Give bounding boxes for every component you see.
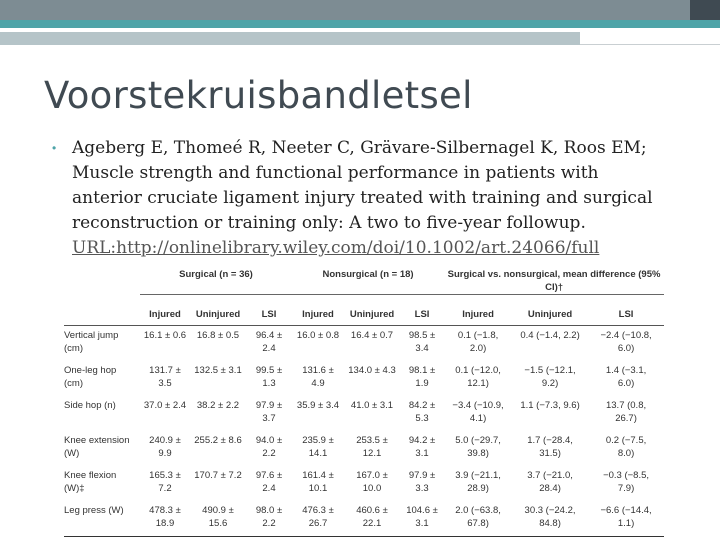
table-cell: 16.0 ± 0.8	[296, 330, 340, 341]
table-cell: 94.2 ± 3.1	[408, 435, 436, 459]
table-cell: 235.9 ± 14.1	[302, 435, 334, 459]
table-cell: 38.2 ± 2.2	[196, 400, 240, 411]
table-cell: 0.2 (−7.5, 8.0)	[605, 435, 647, 459]
table-cell: 3.9 (−21.1, 28.9)	[455, 470, 501, 494]
table-cell: 131.7 ± 3.5	[149, 365, 181, 389]
column-header: LSI	[414, 309, 430, 320]
row-label: Knee extension (W)	[64, 435, 130, 459]
table-body	[64, 326, 664, 537]
table-cell: 16.4 ± 0.7	[350, 330, 394, 341]
top-bar-dark-block	[690, 0, 720, 20]
table-cell: 460.6 ± 22.1	[356, 505, 388, 529]
table-cell: 240.9 ± 9.9	[149, 435, 181, 459]
table-cell: 255.2 ± 8.6	[194, 435, 242, 446]
table-cell: 1.1 (−7.3, 9.6)	[520, 400, 580, 411]
table-cell: 131.6 ± 4.9	[302, 365, 334, 389]
accent-stripe	[0, 20, 720, 28]
column-header: Injured	[149, 309, 181, 320]
group-header-difference: Surgical vs. nonsurgical, mean difference (95% CI)†	[444, 268, 664, 295]
column-header: Uninjured	[527, 309, 573, 320]
results-table-grid	[64, 268, 664, 537]
table-cell: 132.5 ± 3.1	[194, 365, 242, 376]
table-cell: −1.5 (−12.1, 9.2)	[524, 365, 576, 389]
table-cell: 0.1 (−1.8, 2.0)	[457, 330, 499, 354]
table-cell: −6.6 (−14.4, 1.1)	[600, 505, 652, 529]
table-cell: 97.6 ± 2.4	[255, 470, 283, 494]
table-cell: 37.0 ± 2.4	[143, 400, 187, 411]
column-header: Injured	[302, 309, 334, 320]
table-cell: 96.4 ± 2.4	[255, 330, 283, 354]
table-row	[64, 396, 664, 431]
reference-text	[72, 136, 672, 261]
row-label: Knee flexion (W)‡	[64, 470, 117, 494]
group-header-row	[64, 268, 664, 295]
table-cell: −0.3 (−8.5, 7.9)	[603, 470, 650, 494]
table-cell: 98.0 ± 2.2	[255, 505, 283, 529]
citation: Ageberg E, Thomeé R, Neeter C, Grävare-Silbernagel K, Roos EM; Muscle strength and functional performance in patients with anterior cruciate ligament injury treated with training and surgical reconstruction or training only: A two to five-year followup.	[72, 138, 653, 233]
table-cell: 5.0 (−29.7, 39.8)	[455, 435, 501, 459]
table-row	[64, 326, 664, 362]
results-table	[64, 268, 664, 529]
table-cell: 167.0 ± 10.0	[356, 470, 388, 494]
table-cell: −3.4 (−10.9, 4.1)	[452, 400, 504, 424]
table-cell: 134.0 ± 4.3	[348, 365, 396, 376]
table-cell: 30.3 (−24.2, 84.8)	[524, 505, 576, 529]
table-cell: 0.1 (−12.0, 12.1)	[455, 365, 501, 389]
table-cell: 104.6 ± 3.1	[406, 505, 438, 529]
table-cell: 97.9 ± 3.7	[255, 400, 283, 424]
row-label: Leg press (W)	[64, 505, 124, 516]
reference-url-link[interactable]: URL:http://onlinelibrary.wiley.com/doi/10.1002/art.24066/full	[72, 238, 600, 258]
table-cell: 98.5 ± 3.4	[408, 330, 436, 354]
column-header: Uninjured	[349, 309, 395, 320]
row-label: Side hop (n)	[64, 400, 116, 411]
light-stripe	[0, 32, 580, 45]
table-cell: 97.9 ± 3.3	[408, 470, 436, 494]
row-label: One-leg hop (cm)	[64, 365, 117, 389]
table-cell: 2.0 (−63.8, 67.8)	[455, 505, 501, 529]
table-cell: −2.4 (−10.8, 6.0)	[600, 330, 652, 354]
column-header-row	[64, 295, 664, 326]
column-header: LSI	[261, 309, 277, 320]
table-row	[64, 466, 664, 501]
table-row	[64, 501, 664, 537]
bullet-icon: •	[52, 141, 57, 155]
table-cell: 0.4 (−1.4, 2.2)	[520, 330, 580, 341]
table-cell: 41.0 ± 3.1	[350, 400, 394, 411]
table-cell: 99.5 ± 1.3	[255, 365, 283, 389]
table-cell: 16.1 ± 0.6	[143, 330, 187, 341]
table-row	[64, 361, 664, 396]
table-cell: 490.9 ± 15.6	[202, 505, 234, 529]
table-cell: 478.3 ± 18.9	[149, 505, 181, 529]
table-cell: 13.7 (0.8, 26.7)	[605, 400, 647, 424]
group-header-surgical: Surgical (n = 36)	[140, 268, 292, 295]
table-cell: 16.8 ± 0.5	[196, 330, 240, 341]
table-cell: 170.7 ± 7.2	[194, 470, 242, 481]
slide-content	[52, 136, 672, 261]
group-header-nonsurgical: Nonsurgical (n = 18)	[292, 268, 444, 295]
table-cell: 161.4 ± 10.1	[302, 470, 334, 494]
column-header: LSI	[618, 309, 634, 320]
slide-title: Voorstekruisbandletsel	[44, 74, 473, 117]
table-cell: 1.4 (−3.1, 6.0)	[605, 365, 647, 389]
table-cell: 84.2 ± 5.3	[408, 400, 436, 424]
table-row	[64, 431, 664, 466]
table-cell: 3.7 (−21.0, 28.4)	[527, 470, 573, 494]
column-header: Uninjured	[195, 309, 241, 320]
table-cell: 98.1 ± 1.9	[408, 365, 436, 389]
table-cell: 253.5 ± 12.1	[356, 435, 388, 459]
table-cell: 35.9 ± 3.4	[296, 400, 340, 411]
table-cell: 476.3 ± 26.7	[302, 505, 334, 529]
table-cell: 1.7 (−28.4, 31.5)	[527, 435, 573, 459]
column-header: Injured	[462, 309, 494, 320]
row-label: Vertical jump (cm)	[64, 330, 119, 354]
table-cell: 165.3 ± 7.2	[149, 470, 181, 494]
table-cell: 94.0 ± 2.2	[255, 435, 283, 459]
top-bar	[0, 0, 690, 20]
